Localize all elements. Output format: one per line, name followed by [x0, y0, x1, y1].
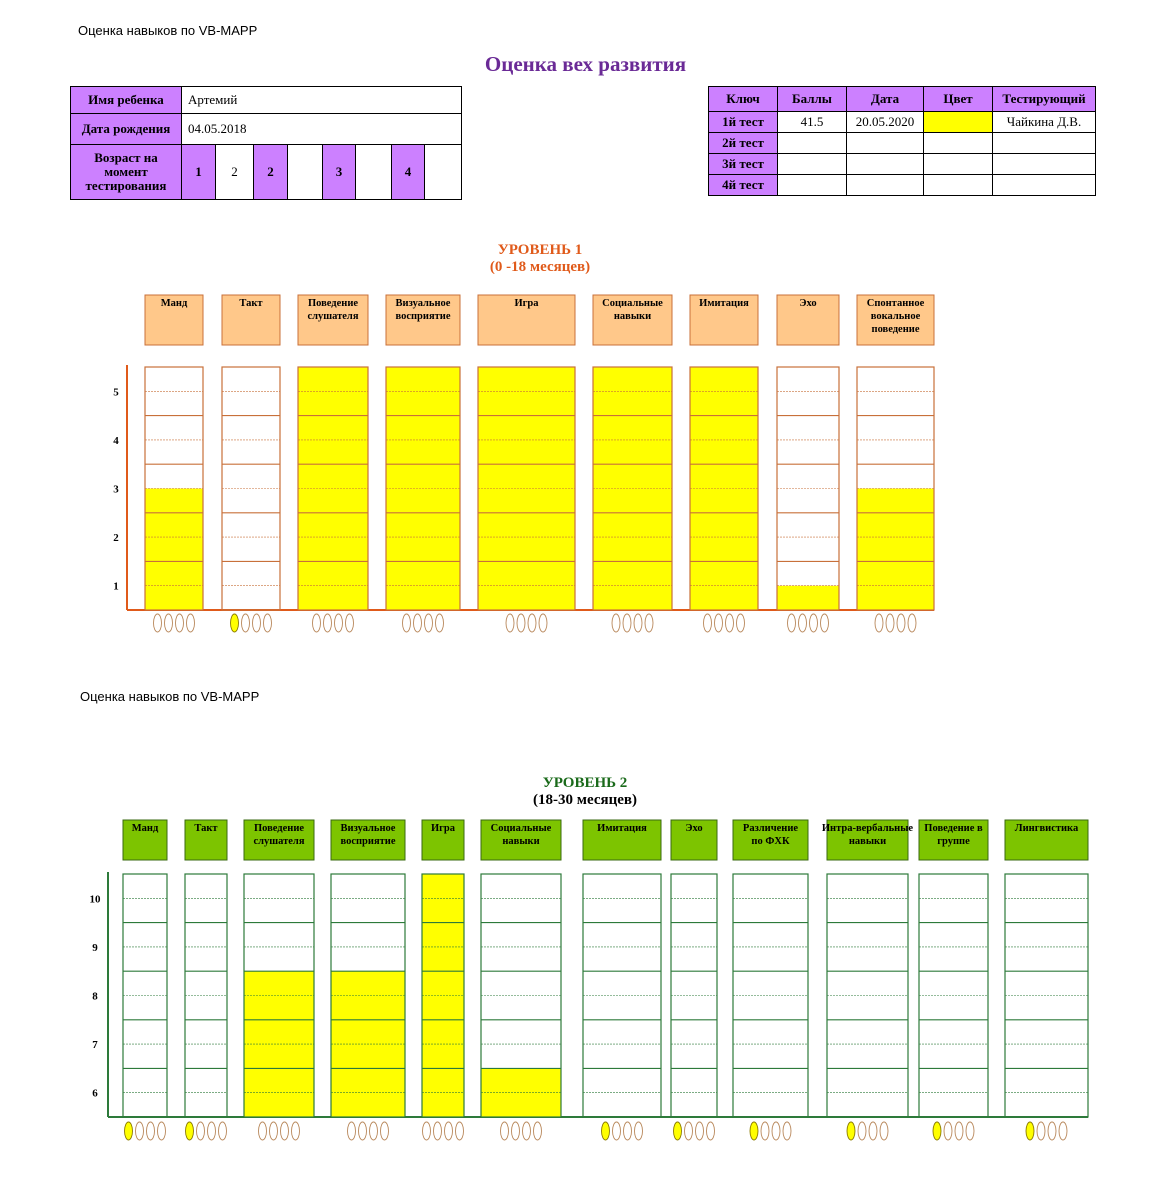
level2-y-tick-label: 7: [92, 1039, 98, 1052]
level1-oval-имитация: [737, 614, 745, 632]
level2-header-label: Игра: [430, 823, 456, 834]
level1-header-label: Социальные: [602, 298, 663, 309]
level2-header-label: Интра-вербальные: [821, 823, 914, 834]
level2-header-label: группе: [937, 836, 970, 847]
page-header-bottom: Оценка навыков по VB-MAPP: [80, 689, 260, 704]
level2-oval-поведение-в-группе: [966, 1122, 974, 1140]
level1-y-tick-label: 1: [113, 580, 119, 593]
level2-header-label: Манд: [131, 823, 159, 834]
level2-y-tick-label: 8: [92, 990, 98, 1003]
level1-oval-такт: [231, 614, 239, 632]
level2-oval-визуальное-восприятие: [381, 1122, 389, 1140]
level2-oval-такт: [208, 1122, 216, 1140]
level2-oval-поведение-слушателя: [281, 1122, 289, 1140]
level2-header-label: слушателя: [253, 836, 305, 847]
level2-oval-визуальное-восприятие: [359, 1122, 367, 1140]
level2-oval-социальные-навыки: [501, 1122, 509, 1140]
level2-oval-манд: [147, 1122, 155, 1140]
level1-header-label: Визуальное: [395, 298, 451, 309]
level1-header-label: вокальное: [870, 311, 921, 322]
tests-header-color: Цвет: [924, 87, 993, 112]
level1-oval-спонтанное-вокальное-поведение: [908, 614, 916, 632]
level2-oval-манд: [136, 1122, 144, 1140]
level1-subtitle: (0 -18 месяцев): [489, 259, 591, 275]
level2-oval-поведение-в-группе: [933, 1122, 941, 1140]
test-key: 1й тест: [709, 112, 778, 133]
level1-oval-поведение-слушателя: [324, 614, 332, 632]
level2-oval-манд: [158, 1122, 166, 1140]
level2-header-label: Эхо: [685, 823, 703, 834]
age-cell: 1: [182, 145, 216, 200]
level1-oval-манд: [165, 614, 173, 632]
level2-header-label: Различение: [742, 823, 799, 834]
tests-header-date: Дата: [847, 87, 924, 112]
level1-bar-эхо: [777, 586, 839, 610]
level2-oval-поведение-слушателя: [292, 1122, 300, 1140]
level2-oval-лингвистика: [1059, 1122, 1067, 1140]
level1-oval-эхо: [810, 614, 818, 632]
level2-oval-лингвистика: [1037, 1122, 1045, 1140]
level1-oval-эхо: [788, 614, 796, 632]
level1-oval-спонтанное-вокальное-поведение: [897, 614, 905, 632]
level1-oval-манд: [176, 614, 184, 632]
level2-header-label: Такт: [194, 823, 218, 834]
level2-header-label: по ФХК: [751, 836, 790, 847]
level2-oval-игра: [423, 1122, 431, 1140]
level2-oval-интра-вербальные-навыки: [858, 1122, 866, 1140]
level1-header-label: Эхо: [799, 298, 817, 309]
level2-header-label: навыки: [848, 836, 887, 847]
level1-y-tick-label: 5: [113, 386, 119, 399]
level1-oval-эхо: [799, 614, 807, 632]
level2-oval-манд: [125, 1122, 133, 1140]
level2-oval-эхо: [674, 1122, 682, 1140]
test-key: 4й тест: [709, 175, 778, 196]
level1-oval-социальные-навыки: [645, 614, 653, 632]
level2-header-label: Лингвистика: [1014, 823, 1079, 834]
test-key: 2й тест: [709, 133, 778, 154]
level2-header-label: Поведение в: [924, 823, 983, 834]
level1-oval-визуальное-восприятие: [414, 614, 422, 632]
level1-oval-социальные-навыки: [612, 614, 620, 632]
level2-oval-такт: [186, 1122, 194, 1140]
level1-title-text: УРОВЕНЬ 1: [497, 242, 583, 258]
level2-oval-различение-по-фхк: [761, 1122, 769, 1140]
level1-oval-манд: [187, 614, 195, 632]
level1-header-label: слушателя: [307, 311, 359, 322]
level1-oval-поведение-слушателя: [335, 614, 343, 632]
level1-oval-имитация: [715, 614, 723, 632]
level2-oval-различение-по-фхк: [772, 1122, 780, 1140]
age-cell: 2: [216, 145, 254, 200]
level1-oval-такт: [253, 614, 261, 632]
level2-title-text: УРОВЕНЬ 2: [542, 775, 628, 791]
level1-oval-спонтанное-вокальное-поведение: [886, 614, 894, 632]
level1-y-tick-label: 3: [113, 483, 119, 496]
age-label: Возраст на момент тестирования: [71, 145, 182, 200]
level2-oval-социальные-навыки: [534, 1122, 542, 1140]
level2-y-tick-label: 6: [92, 1087, 98, 1100]
level2-header-label: восприятие: [340, 836, 396, 847]
level2-y-tick-label: 9: [92, 941, 98, 954]
level2-oval-игра: [456, 1122, 464, 1140]
level1-oval-такт: [242, 614, 250, 632]
level2-header-label: Поведение: [253, 823, 305, 834]
level1-header-label: восприятие: [395, 311, 451, 322]
level1-oval-манд: [154, 614, 162, 632]
level2-oval-различение-по-фхк: [750, 1122, 758, 1140]
level2-oval-поведение-в-группе: [944, 1122, 952, 1140]
level2-oval-различение-по-фхк: [783, 1122, 791, 1140]
level1-oval-визуальное-восприятие: [425, 614, 433, 632]
level1-bar-манд: [145, 489, 203, 611]
tests-header-tester: Тестирующий: [993, 87, 1096, 112]
level2-oval-эхо: [707, 1122, 715, 1140]
level1-oval-имитация: [704, 614, 712, 632]
level1-oval-такт: [264, 614, 272, 632]
level1-header-label: Манд: [160, 298, 188, 309]
level2-subtitle: (18-30 месяцев): [533, 792, 637, 808]
dob-value: 04.05.2018: [182, 114, 462, 145]
level2-oval-игра: [445, 1122, 453, 1140]
level2-y-tick-label: 10: [89, 893, 101, 906]
level2-oval-поведение-в-группе: [955, 1122, 963, 1140]
age-cell: 4: [392, 145, 425, 200]
dob-label: Дата рождения: [71, 114, 182, 145]
level2-oval-имитация: [602, 1122, 610, 1140]
level2-oval-имитация: [613, 1122, 621, 1140]
test-key: 3й тест: [709, 154, 778, 175]
level1-oval-поведение-слушателя: [346, 614, 354, 632]
level1-oval-поведение-слушателя: [313, 614, 321, 632]
level2-oval-игра: [434, 1122, 442, 1140]
level1-bar-спонтанное-вокальное-поведение: [857, 489, 934, 611]
test-score: 41.5: [778, 112, 847, 133]
level2-oval-лингвистика: [1048, 1122, 1056, 1140]
level2-oval-социальные-навыки: [512, 1122, 520, 1140]
level2-header-label: Имитация: [597, 823, 647, 834]
level2-oval-визуальное-восприятие: [348, 1122, 356, 1140]
page-header-top: Оценка навыков по VB-MAPP: [78, 23, 258, 38]
level2-oval-имитация: [624, 1122, 632, 1140]
level1-oval-социальные-навыки: [623, 614, 631, 632]
level1-y-tick-label: 4: [113, 434, 119, 447]
level1-oval-имитация: [726, 614, 734, 632]
level1-oval-визуальное-восприятие: [403, 614, 411, 632]
level1-oval-эхо: [821, 614, 829, 632]
level2-oval-интра-вербальные-навыки: [869, 1122, 877, 1140]
level1-header-label: Спонтанное: [866, 298, 925, 309]
level2-oval-интра-вербальные-навыки: [880, 1122, 888, 1140]
level2-header-label: Визуальное: [340, 823, 396, 834]
level2-header-label: Социальные: [490, 823, 552, 834]
level1-oval-социальные-навыки: [634, 614, 642, 632]
level1-header-label: Имитация: [699, 298, 749, 309]
name-value: Артемий: [182, 87, 462, 114]
level2-oval-имитация: [635, 1122, 643, 1140]
level1-oval-спонтанное-вокальное-поведение: [875, 614, 883, 632]
level1-oval-игра: [528, 614, 536, 632]
level2-oval-лингвистика: [1026, 1122, 1034, 1140]
level2-oval-такт: [197, 1122, 205, 1140]
name-label: Имя ребенка: [71, 87, 182, 114]
level1-header-label: Игра: [514, 298, 539, 309]
level1-header-label: Такт: [239, 298, 263, 309]
level1-y-tick-label: 2: [113, 532, 119, 545]
level2-oval-визуальное-восприятие: [370, 1122, 378, 1140]
age-cell: 3: [323, 145, 356, 200]
level2-oval-эхо: [696, 1122, 704, 1140]
test-tester: Чайкина Д.В.: [993, 112, 1096, 133]
level2-oval-эхо: [685, 1122, 693, 1140]
level2-oval-такт: [219, 1122, 227, 1140]
level1-header-label: навыки: [613, 311, 652, 322]
level1-oval-игра: [539, 614, 547, 632]
level2-header-label: навыки: [502, 836, 540, 847]
level1-header-label: поведение: [871, 324, 920, 335]
level1-oval-визуальное-восприятие: [436, 614, 444, 632]
tests-header-key: Ключ: [709, 87, 778, 112]
page-title: Оценка вех развития: [484, 52, 687, 76]
tests-header-score: Баллы: [778, 87, 847, 112]
level2-oval-поведение-слушателя: [259, 1122, 267, 1140]
level1-oval-игра: [506, 614, 514, 632]
test-date: 20.05.2020: [847, 112, 924, 133]
age-cell: 2: [254, 145, 288, 200]
level2-oval-поведение-слушателя: [270, 1122, 278, 1140]
level2-oval-социальные-навыки: [523, 1122, 531, 1140]
level2-oval-интра-вербальные-навыки: [847, 1122, 855, 1140]
level1-header-label: Поведение: [307, 298, 359, 309]
level1-oval-игра: [517, 614, 525, 632]
